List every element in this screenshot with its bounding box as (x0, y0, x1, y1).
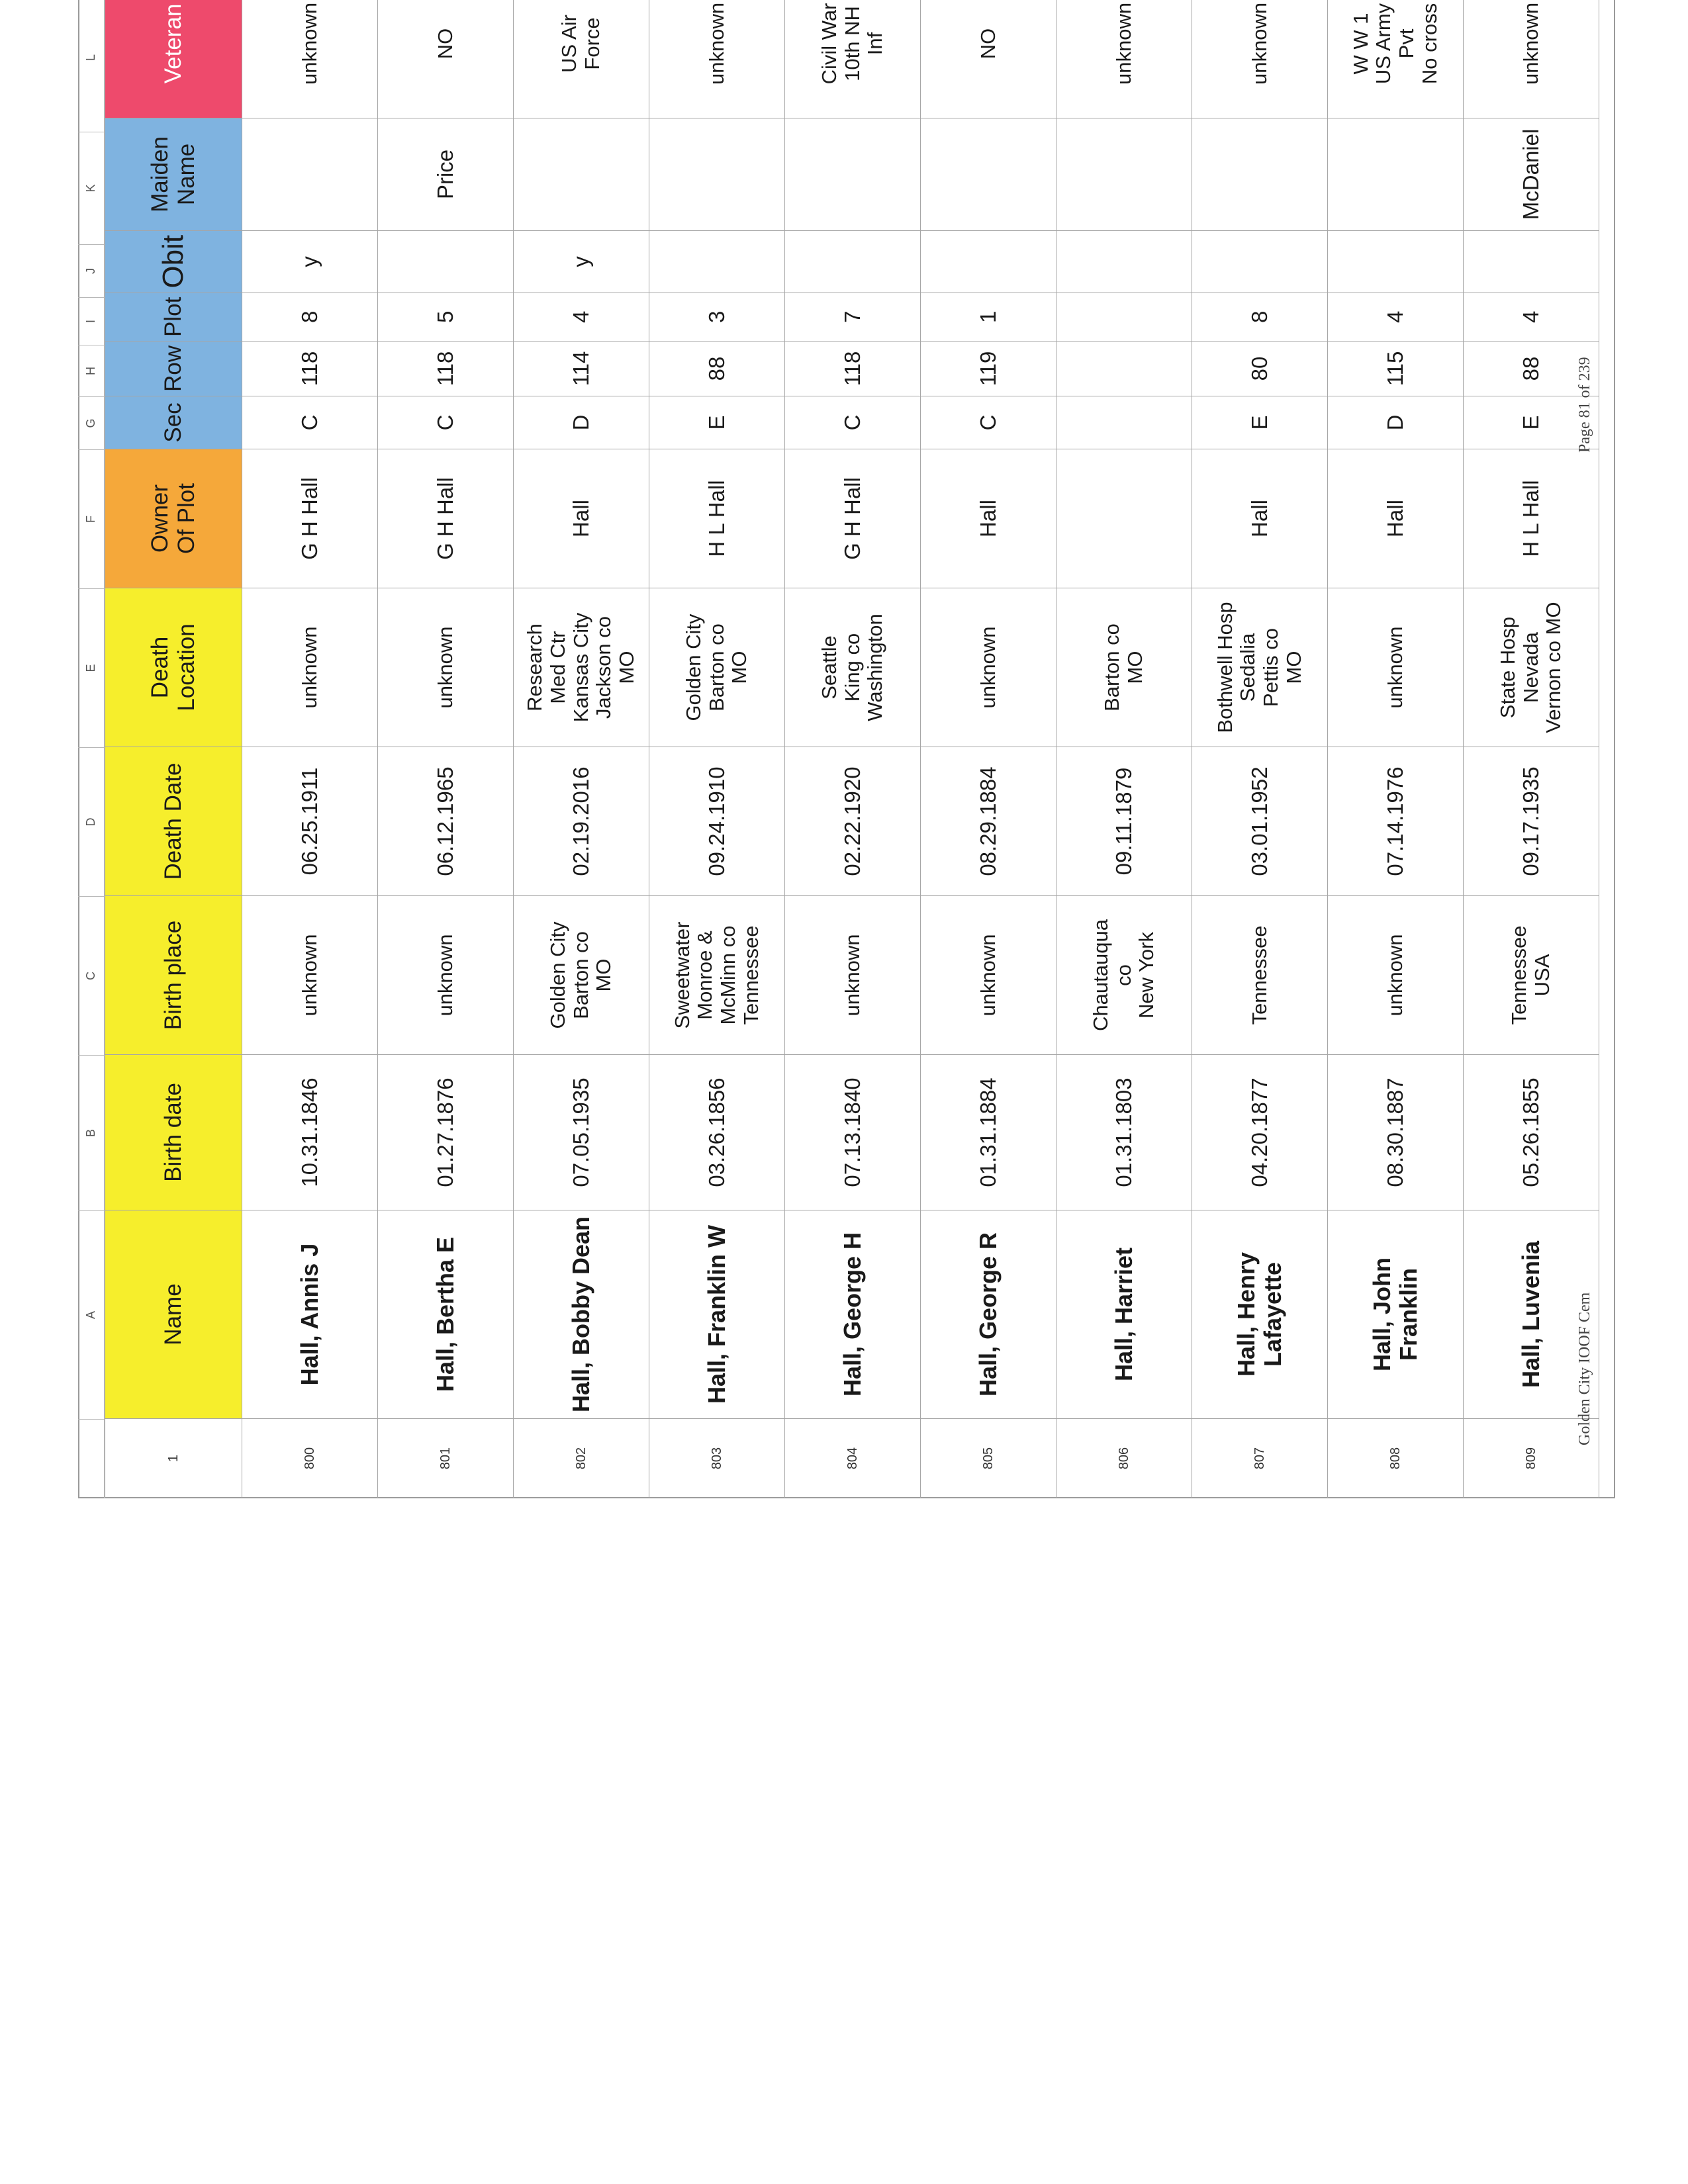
header-veteran (105, 0, 242, 118)
header-maiden (105, 118, 242, 230)
table-row (1192, 0, 1328, 1498)
cell-plot (1056, 293, 1192, 341)
cell-veteran: unknown (1056, 0, 1192, 118)
cell-birth-date: 01.31.1884 (921, 1055, 1056, 1210)
cell-sec: C (921, 396, 1056, 449)
cell-obit (1192, 230, 1328, 293)
cemetery-records-table (105, 0, 1599, 1498)
cell-name: Hall, Luvenia (1464, 1210, 1599, 1419)
cell-plot: 3 (649, 293, 785, 341)
cell-death-date: 09.24.1910 (649, 747, 785, 896)
cell-death-date: 02.19.2016 (514, 747, 649, 896)
cell-birth-date: 05.26.1855 (1464, 1055, 1599, 1210)
cell-veteran: unknown (1192, 0, 1328, 118)
header-label: Maiden Name (146, 136, 199, 212)
cell-death-date: 02.22.1920 (785, 747, 921, 896)
cell-maiden (242, 118, 378, 230)
header-label: Owner Of Plot (146, 483, 199, 554)
cell-row (1056, 341, 1192, 396)
cell-obit (1056, 230, 1192, 293)
cell-sec: C (378, 396, 514, 449)
cell-obit (1464, 230, 1599, 293)
cell-rownum: 809 (1464, 1419, 1599, 1498)
cell-birth-place: Golden City Barton co MO (514, 896, 649, 1055)
cell-maiden (1328, 118, 1464, 230)
cell-veteran: NO (921, 0, 1056, 118)
cell-plot: 8 (242, 293, 378, 341)
cell-sec: D (1328, 396, 1464, 449)
cell-row: 119 (921, 341, 1056, 396)
cell-death-location: Seattle King co Washington (785, 588, 921, 747)
cell-row: 115 (1328, 341, 1464, 396)
cell-obit (378, 230, 514, 293)
header-label: Death Location (146, 623, 199, 711)
table-row (242, 0, 378, 1498)
header-owner (105, 449, 242, 588)
cell-death-date: 06.12.1965 (378, 747, 514, 896)
header-plot (105, 293, 242, 341)
column-letter-g: G (78, 396, 105, 449)
cell-plot: 4 (1464, 293, 1599, 341)
cell-death-location: Bothwell Hosp Sedalia Pettis co MO (1192, 588, 1328, 747)
cell-rownum: 803 (649, 1419, 785, 1498)
cell-maiden (1056, 118, 1192, 230)
cell-death-location: Golden City Barton co MO (649, 588, 785, 747)
cell-rownum: 801 (378, 1419, 514, 1498)
column-letter-h: H (78, 345, 105, 396)
table-row (785, 0, 921, 1498)
cell-veteran: unknown (242, 0, 378, 118)
cell-owner: Hall (921, 449, 1056, 588)
cell-name: Hall, Bobby Dean (514, 1210, 649, 1419)
header-rownum (105, 1419, 242, 1498)
header-sec (105, 396, 242, 449)
cell-name: Hall, Annis J (242, 1210, 378, 1419)
cell-birth-date: 10.31.1846 (242, 1055, 378, 1210)
cell-maiden (921, 118, 1056, 230)
cell-name: Hall, Bertha E (378, 1210, 514, 1419)
cell-row: 114 (514, 341, 649, 396)
cell-sec: C (785, 396, 921, 449)
header-birth-place (105, 896, 242, 1055)
cell-death-location: unknown (378, 588, 514, 747)
header-label: Obit (156, 234, 189, 289)
header-name (105, 1210, 242, 1419)
cell-birth-place: unknown (785, 896, 921, 1055)
cell-veteran: NO (378, 0, 514, 118)
column-letter-row (78, 0, 105, 1498)
column-letter-d: D (78, 747, 105, 896)
cell-veteran: unknown (1464, 0, 1599, 118)
table-row (514, 0, 649, 1498)
cell-owner (1056, 449, 1192, 588)
footer-page-number: Page 81 of 239 (1576, 357, 1593, 453)
cell-obit (921, 230, 1056, 293)
cell-birth-place: Tennessee (1192, 896, 1328, 1055)
cell-row: 88 (649, 341, 785, 396)
cell-maiden (785, 118, 921, 230)
column-letter-a: A (78, 1210, 105, 1419)
cell-birth-date: 03.26.1856 (649, 1055, 785, 1210)
cell-veteran: Civil War 10th NH Inf (785, 0, 921, 118)
cell-obit: y (242, 230, 378, 293)
cell-row: 88 (1464, 341, 1599, 396)
cell-birth-place: unknown (242, 896, 378, 1055)
cell-rownum: 806 (1056, 1419, 1192, 1498)
cell-owner: G H Hall (378, 449, 514, 588)
cell-sec (1056, 396, 1192, 449)
cell-birth-place: Sweetwater Monroe & McMinn co Tennessee (649, 896, 785, 1055)
cell-obit (649, 230, 785, 293)
cell-owner: G H Hall (785, 449, 921, 588)
cell-rownum: 805 (921, 1419, 1056, 1498)
cell-owner: H L Hall (1464, 449, 1599, 588)
header-label: Name (160, 1283, 186, 1345)
header-label: Plot (160, 296, 186, 337)
header-label: Row (160, 345, 186, 392)
cell-rownum: 804 (785, 1419, 921, 1498)
cell-row: 80 (1192, 341, 1328, 396)
cell-row: 118 (242, 341, 378, 396)
cell-rownum: 802 (514, 1419, 649, 1498)
cell-obit (785, 230, 921, 293)
header-label: Sec (160, 402, 186, 443)
cell-maiden (514, 118, 649, 230)
cell-death-location: Research Med Ctr Kansas City Jackson co MO (514, 588, 649, 747)
header-label: Veteran (160, 3, 186, 84)
table-row (1464, 0, 1599, 1498)
cell-owner: H L Hall (649, 449, 785, 588)
cell-plot: 5 (378, 293, 514, 341)
cell-plot: 4 (514, 293, 649, 341)
cell-plot: 7 (785, 293, 921, 341)
cell-death-date: 06.25.1911 (242, 747, 378, 896)
header-label: Birth place (160, 920, 186, 1030)
cell-name: Hall, George R (921, 1210, 1056, 1419)
cell-birth-date: 01.27.1876 (378, 1055, 514, 1210)
cell-death-date: 09.17.1935 (1464, 747, 1599, 896)
header-label: Death Date (160, 762, 186, 880)
cell-birth-place: Chautauqua co New York (1056, 896, 1192, 1055)
header-label: 1 (165, 1454, 181, 1463)
header-obit (105, 230, 242, 293)
cell-sec: D (514, 396, 649, 449)
cell-name: Hall, George H (785, 1210, 921, 1419)
cell-birth-date: 07.13.1840 (785, 1055, 921, 1210)
cell-rownum: 800 (242, 1419, 378, 1498)
cell-obit: y (514, 230, 649, 293)
cell-rownum: 808 (1328, 1419, 1464, 1498)
cell-row: 118 (378, 341, 514, 396)
column-letter-c: C (78, 896, 105, 1055)
header-row (105, 341, 242, 396)
table-row (1328, 0, 1464, 1498)
cell-maiden (1192, 118, 1328, 230)
cell-birth-place: unknown (378, 896, 514, 1055)
cell-death-location: Barton co MO (1056, 588, 1192, 747)
column-letter-f: F (78, 449, 105, 588)
cell-plot: 8 (1192, 293, 1328, 341)
column-letter-e: E (78, 588, 105, 747)
cell-death-location: unknown (921, 588, 1056, 747)
cell-plot: 4 (1328, 293, 1464, 341)
footer-cemetery-name: Golden City IOOF Cem (1576, 1292, 1593, 1445)
cell-veteran: unknown (649, 0, 785, 118)
column-letter-j: J (78, 244, 105, 297)
cell-sec: C (242, 396, 378, 449)
cell-plot: 1 (921, 293, 1056, 341)
cell-birth-place: Tennessee USA (1464, 896, 1599, 1055)
cell-death-date: 03.01.1952 (1192, 747, 1328, 896)
cell-owner: Hall (1328, 449, 1464, 588)
cell-birth-place: unknown (921, 896, 1056, 1055)
column-letter-k: K (78, 132, 105, 244)
cell-death-location: unknown (1328, 588, 1464, 747)
cell-maiden (649, 118, 785, 230)
cell-sec: E (1192, 396, 1328, 449)
header-label: Birth date (160, 1083, 186, 1182)
cell-owner: G H Hall (242, 449, 378, 588)
cell-birth-date: 07.05.1935 (514, 1055, 649, 1210)
cell-veteran: W W 1 US Army Pvt No cross (1328, 0, 1464, 118)
cell-row: 118 (785, 341, 921, 396)
rotated-spreadsheet-page (78, 0, 1615, 1498)
cell-owner: Hall (514, 449, 649, 588)
column-letter-blank (78, 1419, 105, 1498)
column-letter-l: L (78, 0, 105, 132)
cell-name: Hall, Franklin W (649, 1210, 785, 1419)
cell-name: Hall, Harriet (1056, 1210, 1192, 1419)
cell-name: Hall, Henry Lafayette (1192, 1210, 1328, 1419)
cell-death-location: unknown (242, 588, 378, 747)
header-death-location (105, 588, 242, 747)
cell-death-date: 07.14.1976 (1328, 747, 1464, 896)
cell-name: Hall, John Franklin (1328, 1210, 1464, 1419)
cell-obit (1328, 230, 1464, 293)
cell-birth-date: 04.20.1877 (1192, 1055, 1328, 1210)
cell-sec: E (1464, 396, 1599, 449)
cell-veteran: US Air Force (514, 0, 649, 118)
column-letter-b: B (78, 1055, 105, 1210)
table-row (378, 0, 514, 1498)
cell-owner: Hall (1192, 449, 1328, 588)
cell-death-location: State Hosp Nevada Vernon co MO (1464, 588, 1599, 747)
table-row (1056, 0, 1192, 1498)
cell-rownum: 807 (1192, 1419, 1328, 1498)
table-row (921, 0, 1056, 1498)
cell-maiden: McDaniel (1464, 118, 1599, 230)
header-birth-date (105, 1055, 242, 1210)
header-death-date (105, 747, 242, 896)
header-row (105, 0, 242, 1498)
cell-sec: E (649, 396, 785, 449)
table-row (649, 0, 785, 1498)
column-letter-i: I (78, 297, 105, 345)
cell-birth-place: unknown (1328, 896, 1464, 1055)
cell-death-date: 09.11.1879 (1056, 747, 1192, 896)
cell-death-date: 08.29.1884 (921, 747, 1056, 896)
cell-maiden: Price (378, 118, 514, 230)
cell-birth-date: 08.30.1887 (1328, 1055, 1464, 1210)
cell-birth-date: 01.31.1803 (1056, 1055, 1192, 1210)
